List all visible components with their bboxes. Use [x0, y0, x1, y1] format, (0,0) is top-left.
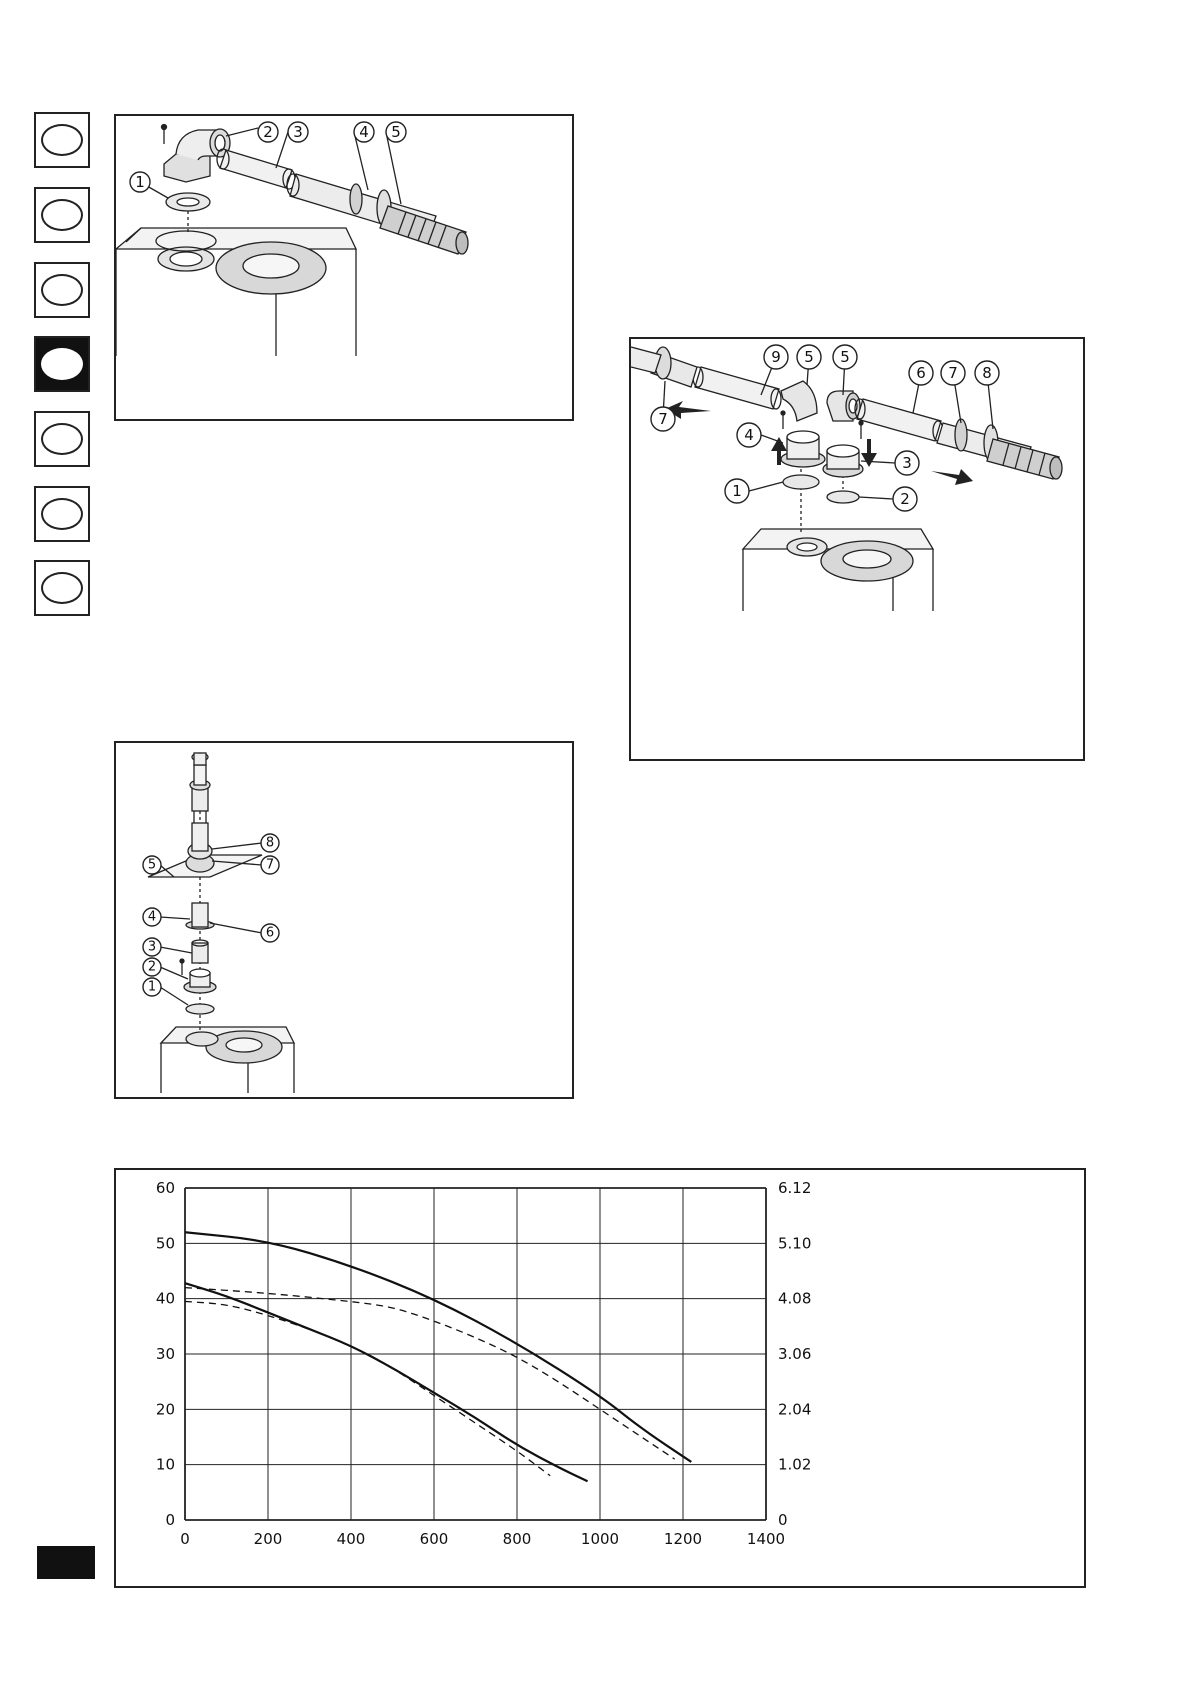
series-line-4-dashed — [185, 1301, 550, 1475]
figure-horizontal-flue-kit — [114, 114, 574, 421]
x-tick-label: 200 — [253, 1530, 283, 1548]
language-tab-1[interactable] — [34, 112, 90, 168]
y-left-tick-label: 60 — [155, 1179, 175, 1197]
callout-3 — [895, 451, 919, 475]
y-right-tick-label: 5.10 — [778, 1234, 812, 1253]
callout-7 — [261, 856, 279, 874]
chart-series — [185, 1232, 691, 1481]
y-right-tick-label: 0 — [778, 1511, 788, 1529]
x-tick-label: 800 — [502, 1530, 532, 1548]
callout-9 — [764, 345, 788, 369]
y-right-tick-label: 6.12 — [778, 1179, 812, 1197]
svg-text:5: 5 — [840, 348, 850, 366]
callout-2 — [143, 958, 161, 976]
y-right-tick-label: 1.02 — [778, 1455, 812, 1474]
tab-oval-icon — [41, 274, 83, 306]
y-left-tick-label: 40 — [155, 1289, 175, 1308]
callout-8 — [261, 834, 279, 852]
y-left-tick-label: 10 — [155, 1455, 175, 1474]
language-tab-6[interactable] — [34, 486, 90, 542]
tab-oval-icon — [41, 348, 83, 380]
pressure-chart — [116, 1170, 1084, 1586]
x-tick-label: 1000 — [580, 1530, 620, 1548]
x-tick-label: 600 — [419, 1530, 449, 1548]
svg-text:7: 7 — [948, 364, 958, 382]
svg-text:5: 5 — [804, 348, 814, 366]
language-tab-4-active[interactable] — [34, 336, 90, 392]
callout-7-right — [941, 361, 965, 385]
svg-text:6: 6 — [265, 925, 275, 941]
svg-text:4: 4 — [744, 426, 754, 444]
callout-2 — [258, 122, 278, 142]
svg-text:9: 9 — [771, 348, 781, 366]
callout-5b — [833, 345, 857, 369]
callout-6 — [261, 924, 279, 942]
tab-oval-icon — [41, 498, 83, 530]
tab-oval-icon — [41, 124, 83, 156]
callout-3 — [143, 938, 161, 956]
callout-2 — [893, 487, 917, 511]
callout-1 — [143, 978, 161, 996]
y-right-tick-label: 2.04 — [778, 1400, 812, 1419]
callout-4 — [143, 908, 161, 926]
svg-text:8: 8 — [982, 364, 992, 382]
y-axis-right-ticks — [778, 1179, 811, 1529]
tab-oval-icon — [41, 199, 83, 231]
y-left-tick-label: 30 — [155, 1345, 175, 1363]
callout-5 — [143, 856, 161, 874]
vertical-flue-drawing — [116, 743, 572, 1097]
x-tick-label: 1200 — [663, 1530, 703, 1548]
callout-8 — [975, 361, 999, 385]
y-left-tick-label: 50 — [155, 1234, 175, 1253]
svg-text:1: 1 — [732, 482, 742, 500]
svg-text:1: 1 — [147, 979, 157, 995]
callout-4 — [737, 423, 761, 447]
svg-text:5: 5 — [147, 857, 157, 873]
svg-text:3: 3 — [147, 939, 157, 955]
x-tick-label: 400 — [336, 1530, 366, 1548]
callout-3 — [288, 122, 308, 142]
svg-text:3: 3 — [293, 123, 303, 141]
svg-text:1: 1 — [135, 173, 145, 191]
callout-1 — [130, 172, 150, 192]
chart-grid — [185, 1188, 766, 1520]
callout-1 — [725, 479, 749, 503]
callout-4 — [354, 122, 374, 142]
y-left-tick-label: 20 — [155, 1400, 175, 1419]
svg-text:4: 4 — [359, 123, 369, 141]
svg-text:6: 6 — [916, 364, 926, 382]
horizontal-flue-drawing — [116, 116, 572, 419]
svg-text:5: 5 — [391, 123, 401, 141]
svg-text:4: 4 — [147, 909, 157, 925]
svg-text:3: 3 — [902, 454, 912, 472]
y-right-tick-label: 4.08 — [778, 1289, 812, 1308]
svg-text:7: 7 — [265, 857, 275, 873]
page-number-block — [37, 1546, 95, 1579]
x-tick-label: 1400 — [746, 1530, 786, 1548]
x-axis-ticks — [180, 1530, 785, 1548]
language-tab-7[interactable] — [34, 560, 90, 616]
split-flue-drawing — [631, 339, 1083, 759]
svg-text:2: 2 — [147, 959, 157, 975]
figure-vertical-flue-kit — [114, 741, 574, 1099]
callout-7-left — [651, 407, 675, 431]
series-line-3-solid — [185, 1283, 588, 1481]
y-left-tick-label: 0 — [165, 1511, 175, 1529]
language-tab-5[interactable] — [34, 411, 90, 467]
svg-text:2: 2 — [263, 123, 273, 141]
y-right-tick-label: 3.06 — [778, 1345, 812, 1363]
callout-6 — [909, 361, 933, 385]
tab-oval-icon — [41, 423, 83, 455]
callout-5a — [797, 345, 821, 369]
series-line-1-solid — [185, 1232, 691, 1462]
callout-5 — [386, 122, 406, 142]
tab-oval-icon — [41, 572, 83, 604]
svg-text:7: 7 — [658, 410, 668, 428]
y-axis-left-ticks — [156, 1179, 175, 1529]
x-tick-label: 0 — [180, 1530, 190, 1548]
language-tab-2[interactable] — [34, 187, 90, 243]
svg-text:2: 2 — [900, 490, 910, 508]
figure-pressure-chart — [114, 1168, 1086, 1588]
svg-text:8: 8 — [265, 835, 275, 851]
figure-split-flue-kit — [629, 337, 1085, 761]
language-tab-3[interactable] — [34, 262, 90, 318]
